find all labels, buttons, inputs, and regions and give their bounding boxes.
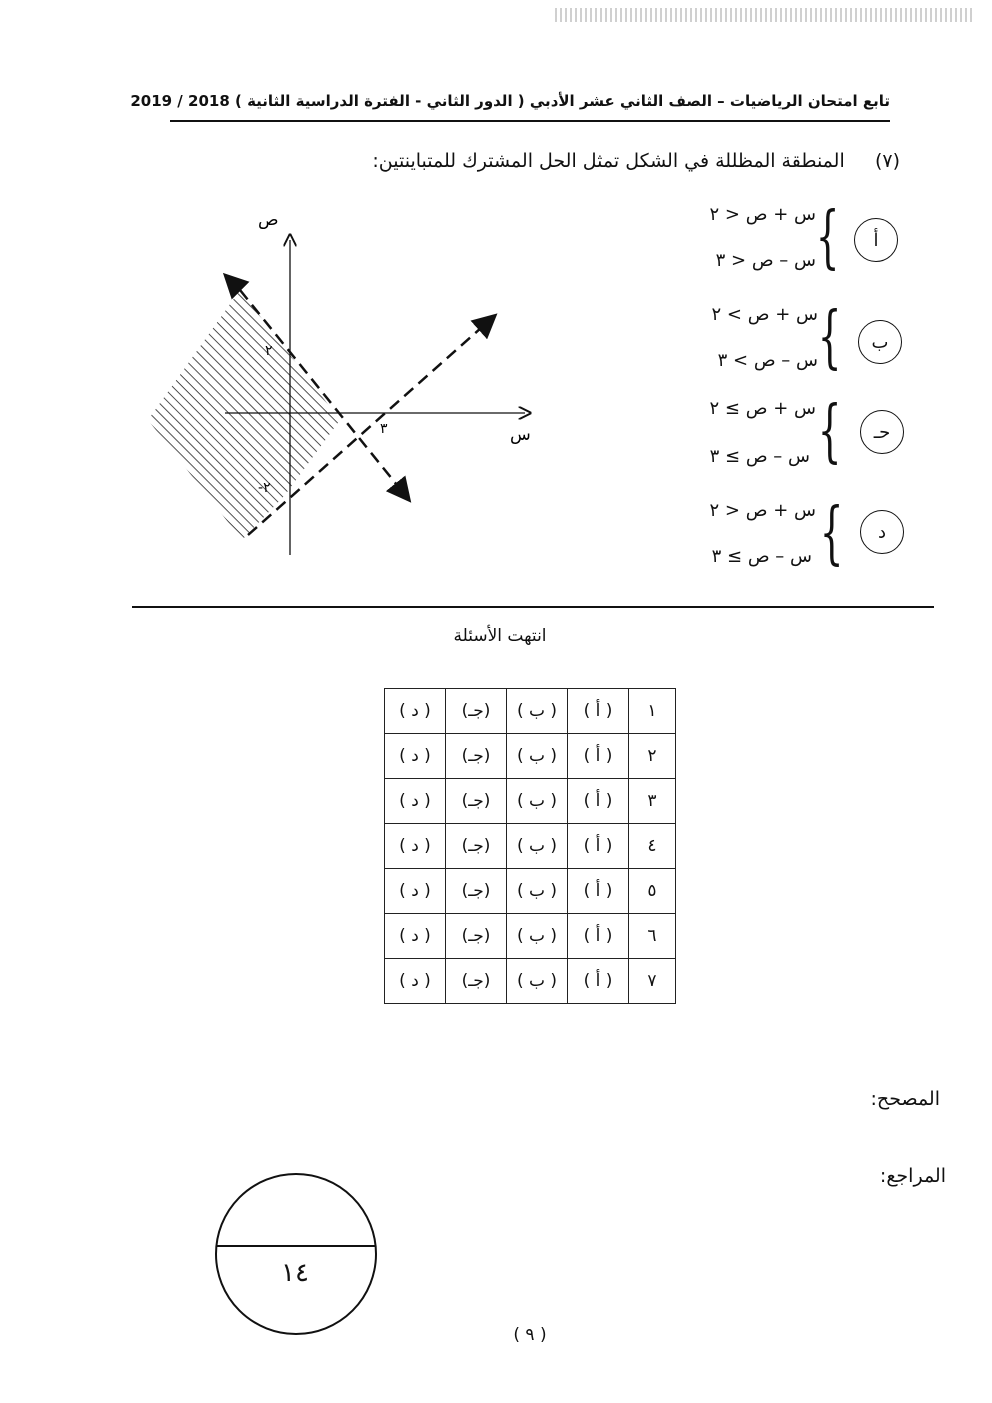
question-num: ٥ [629,869,676,914]
option-d-line2: س – ص ≥ ٣ [711,546,812,567]
choice-c[interactable]: (جـ) [446,689,507,734]
question-7 [300,150,900,184]
choice-d[interactable]: ( د ) [385,734,446,779]
option-c-letter: حـ [860,410,904,454]
choice-a[interactable]: ( أ ) [568,689,629,734]
option-b[interactable] [668,298,918,378]
table-row [385,779,676,824]
shaded-region [148,290,340,540]
choice-a[interactable]: ( أ ) [568,824,629,869]
answer-table [384,688,676,1004]
option-a[interactable] [668,198,918,278]
score-circle [212,1170,380,1338]
choice-b[interactable]: ( ب ) [507,959,568,1004]
divider [132,606,934,608]
choice-b[interactable]: ( ب ) [507,824,568,869]
choice-d[interactable]: ( د ) [385,869,446,914]
option-a-line2: س – ص < ٣ [715,250,816,271]
option-a-line1: س + ص < ٢ [709,204,816,225]
brace-icon: { [817,298,842,377]
y-axis-label: ص [258,210,279,230]
option-b-letter: ب [858,320,902,364]
option-b-line2: س – ص > ٣ [717,350,818,371]
question-num: ٦ [629,914,676,959]
inequality-graph [130,195,550,575]
option-c-line1: س + ص ≥ ٢ [709,398,816,419]
choice-d[interactable]: ( د ) [385,824,446,869]
table-row [385,689,676,734]
question-num: ١ [629,689,676,734]
table-row [385,959,676,1004]
choice-c[interactable]: (جـ) [446,779,507,824]
choice-c[interactable]: (جـ) [446,914,507,959]
corrector-label: المصحح: [870,1088,940,1110]
table-row [385,914,676,959]
score-number: ١٤ [281,1258,309,1288]
choice-a[interactable]: ( أ ) [568,869,629,914]
choice-c[interactable]: (جـ) [446,734,507,779]
choice-c[interactable]: (جـ) [446,959,507,1004]
choice-a[interactable]: ( أ ) [568,779,629,824]
choice-d[interactable]: ( د ) [385,689,446,734]
x-axis-label: س [510,425,531,445]
choice-d[interactable]: ( د ) [385,914,446,959]
choice-b[interactable]: ( ب ) [507,869,568,914]
choice-a[interactable]: ( أ ) [568,959,629,1004]
question-num: ٧ [629,959,676,1004]
brace-icon: { [815,198,840,277]
boundary-line-1-ext [230,280,240,290]
choice-c[interactable]: (جـ) [446,869,507,914]
choice-d[interactable]: ( د ) [385,779,446,824]
table-row [385,824,676,869]
choice-b[interactable]: ( ب ) [507,914,568,959]
option-c-line2: س – ص ≥ ٣ [709,446,810,467]
brace-icon: { [817,392,842,471]
option-d[interactable] [668,494,918,574]
option-a-letter: أ [854,218,898,262]
exam-header: تابع امتحان الرياضيات – الصف الثاني عشر الأدبي ( الدور الثاني - الفترة الدراسية الثانية ) 2018 / 2019 [170,92,890,122]
tick-y-neg: -٢ [258,480,271,496]
table-row [385,734,676,779]
question-num: ٣ [629,779,676,824]
choice-b[interactable]: ( ب ) [507,734,568,779]
scan-noise [555,8,975,22]
option-d-line1: س + ص < ٢ [709,500,816,521]
page-number: ( ٩ ) [513,1325,547,1345]
choice-a[interactable]: ( أ ) [568,914,629,959]
tick-y-pos: ٢ [265,343,273,359]
tick-x: ٣ [380,421,388,437]
option-b-line1: س + ص > ٢ [711,304,818,325]
reviewer-label: المراجع: [879,1165,946,1187]
option-d-letter: د [860,510,904,554]
question-num: ٢ [629,734,676,779]
table-row [385,869,676,914]
choice-b[interactable]: ( ب ) [507,779,568,824]
choice-b[interactable]: ( ب ) [507,689,568,734]
question-num: ٤ [629,824,676,869]
brace-icon: { [819,494,844,573]
question-text: المنطقة المظللة في الشكل تمثل الحل المشترك للمتباينتين: [372,150,845,172]
choice-a[interactable]: ( أ ) [568,734,629,779]
option-c[interactable] [668,394,918,474]
question-number: (٧) [874,150,900,172]
choice-d[interactable]: ( د ) [385,959,446,1004]
end-of-questions: انتهت الأسئلة [453,626,547,646]
choice-c[interactable]: (جـ) [446,824,507,869]
